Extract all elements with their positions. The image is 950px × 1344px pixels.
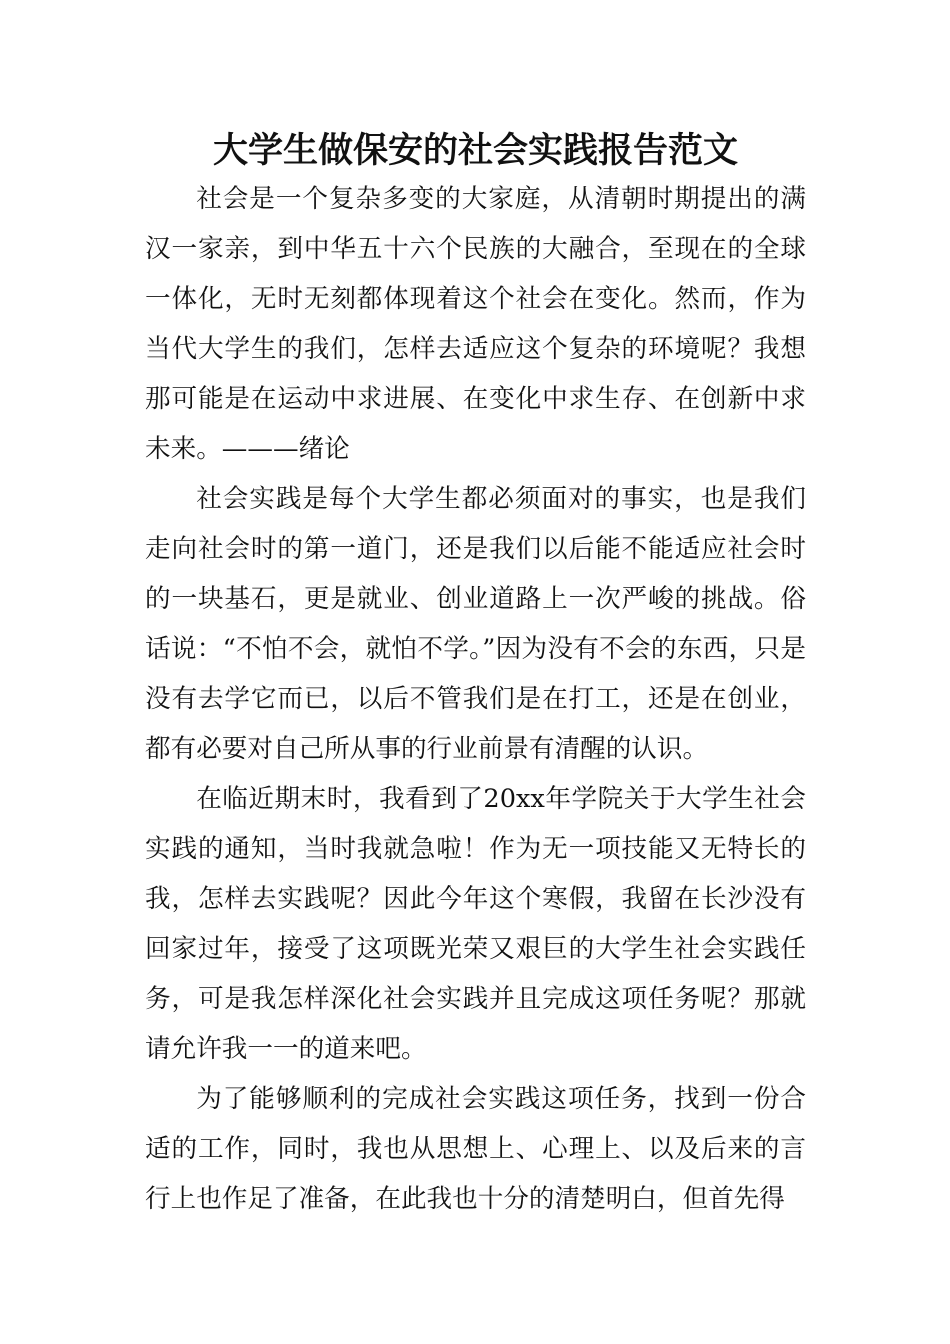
document-title: 大学生做保安的社会实践报告范文 (212, 130, 738, 171)
paragraph-social-practice: 社会实践是每个大学生都必须面对的事实，也是我们走向社会时的第一道门，还是我们以后能不能适应社会时的一块基石，更是就业、创业道路上一次严峻的挑战。俗话说：“不怕不会，就怕不学。”因为没有不会的东西，只是没有去学它而已，以后不管我们是在打工，还是在创业，都有必要对自己所从事的行业前景有清醒的认识。 (145, 484, 806, 764)
paragraph-introduction: 社会是一个复杂多变的大家庭，从清朝时期提出的满汉一家亲，到中华五十六个民族的大融合，至现在的全球一体化，无时无刻都体现着这个社会在变化。然而，作为当代大学生的我们，怎样去适应这个复杂的环境呢？我想那可能是在运动中求进展、在变化中求生存、在创新中求未来。———绪论 (145, 184, 806, 464)
paragraph-preparation: 为了能够顺利的完成社会实践这项任务，找到一份合适的工作，同时，我也从思想上、心理上、以及后来的言行上也作足了准备，在此我也十分的清楚明白，但首先得 (145, 1084, 806, 1214)
paragraph-winter-break: 在临近期末时，我看到了20xx年学院关于大学生社会实践的通知，当时我就急啦！作为无一项技能又无特长的我，怎样去实践呢？因此今年这个寒假，我留在长沙没有回家过年，接受了这项既光荣又艰巨的大学生社会实践任务，可是我怎样深化社会实践并且完成这项任务呢？那就请允许我一一的道来吧。 (145, 784, 806, 1064)
